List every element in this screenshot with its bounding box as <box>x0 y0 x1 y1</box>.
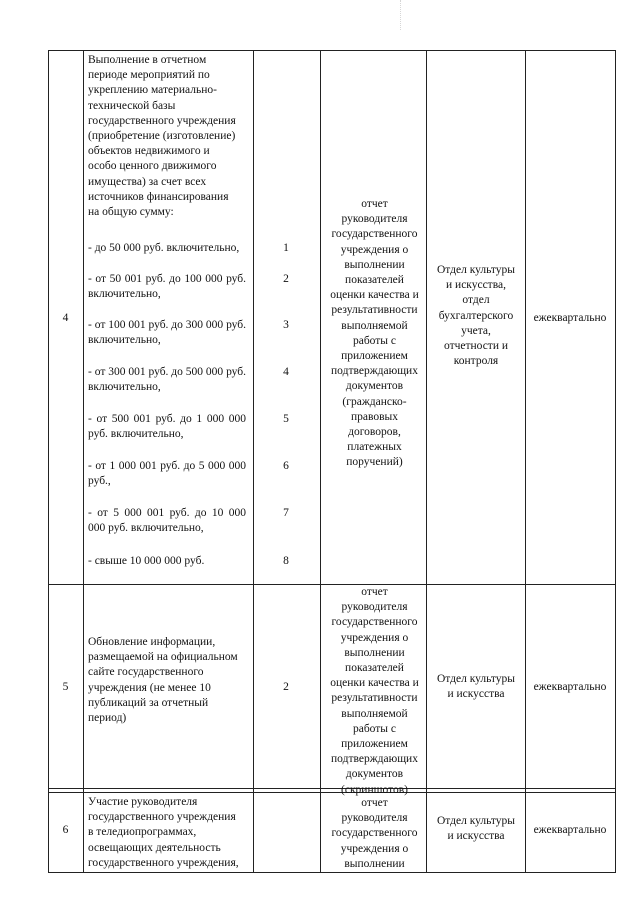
column-divider <box>320 50 321 873</box>
responsible-department: Отдел культуры и искусства, отдел бухгалтерского учета, отчетности и контроля <box>436 264 516 368</box>
range-points: 3 <box>283 319 289 331</box>
column-divider <box>426 50 427 873</box>
range-item: - от 100 001 руб. до 300 000 руб. включительно, <box>88 319 246 347</box>
range-item: - от 5 000 001 руб. до 10 000 000 руб. включительно, <box>88 507 246 535</box>
row-number: 6 <box>62 824 69 836</box>
column-divider <box>83 50 84 873</box>
range-item: - от 500 001 руб. до 1 000 000 руб. включительно, <box>88 413 246 441</box>
range-points: 2 <box>283 273 289 285</box>
range-item: - от 1 000 001 руб. до 5 000 000 руб., <box>88 460 246 488</box>
supporting-document: отчет руководителя государственного учреждения о выполнении <box>331 797 418 870</box>
reporting-period: ежеквартально <box>533 312 607 324</box>
responsible-department: Отдел культуры и искусства <box>436 815 516 843</box>
range-item: - до 50 000 руб. включительно, <box>88 242 240 254</box>
range-item: - от 300 001 руб. до 500 000 руб. включительно, <box>88 366 246 394</box>
range-points: 5 <box>283 413 289 425</box>
reporting-period: ежеквартально <box>533 824 607 836</box>
criterion-text: Выполнение в отчетном периоде мероприятий по укреплению материально- технической базы государственного учреждения (приобретение (изготовление) объектов недвижимого и особо ценного движимого имущества) за счет всех источников финансирования на общую сумму: <box>88 54 236 219</box>
responsible-department: Отдел культуры и искусства <box>436 673 516 701</box>
table-border-top <box>48 50 616 51</box>
range-points: 6 <box>283 460 289 472</box>
column-divider <box>253 50 254 873</box>
criterion-text: Участие руководителя государственного учреждения в теледиопрограммах, освещающих деятельность государственного учреждения, <box>88 796 239 869</box>
row-number: 5 <box>62 681 69 693</box>
scan-artifact <box>400 0 403 30</box>
column-divider <box>525 50 526 873</box>
column-divider <box>48 50 49 873</box>
table-border-bottom <box>48 872 616 873</box>
supporting-document: отчет руководителя государственного учреждения о выполнении показателей оценки качества и результативности выполняемой работы с приложением подтверждающих документов (гражданско- правовых договоров, платежных поручений) <box>330 198 419 469</box>
column-divider <box>615 50 616 873</box>
supporting-document: отчет руководителя государственного учреждения о выполнении показателей оценки качества и результативности выполняемой работы с приложением подтверждающих документов (скриншотов) <box>330 586 419 796</box>
range-item: - свыше 10 000 000 руб. <box>88 555 205 567</box>
criterion-text: Обновление информации, размещаемой на официальном сайте государственного учреждения (не менее 10 публикаций за отчетный период) <box>88 636 238 725</box>
range-item: - от 50 001 руб. до 100 000 руб. включительно, <box>88 273 246 301</box>
row-number: 4 <box>62 312 69 324</box>
range-points: 7 <box>283 507 289 519</box>
range-points: 1 <box>283 242 289 254</box>
reporting-period: ежеквартально <box>533 681 607 693</box>
criteria-table <box>48 50 616 873</box>
range-points: 8 <box>283 555 289 567</box>
range-points: 4 <box>283 366 289 378</box>
criterion-points: 2 <box>283 681 289 693</box>
